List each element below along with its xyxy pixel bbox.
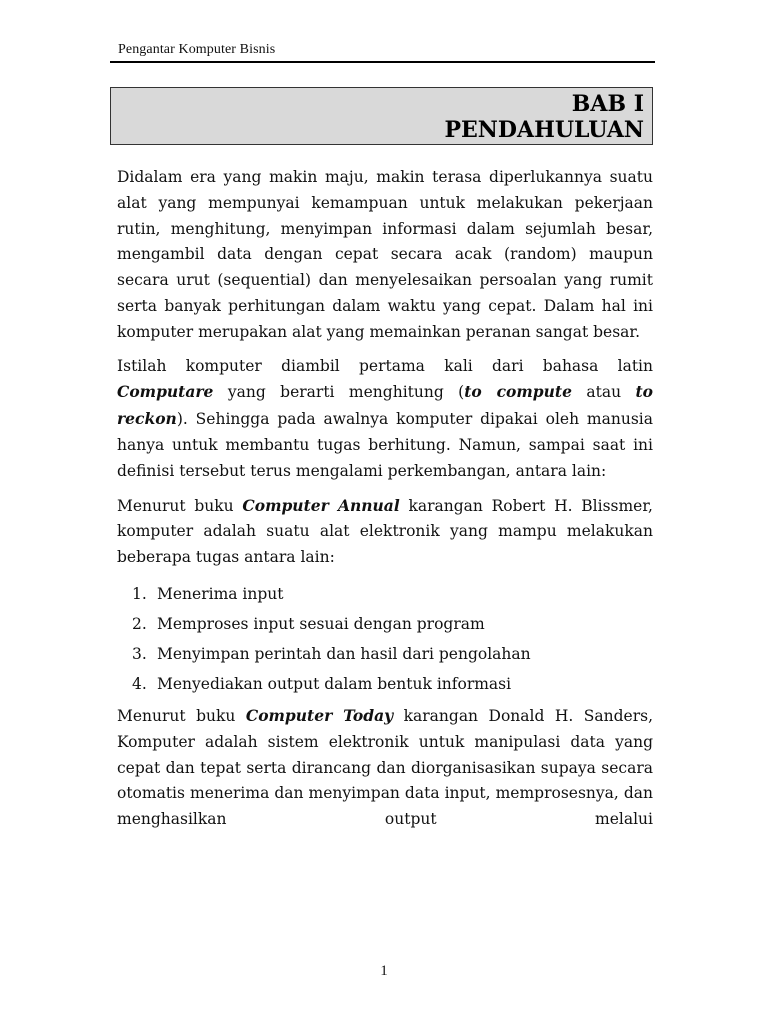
list-number: 4. (132, 674, 147, 693)
term-to-compute: to compute (464, 382, 572, 402)
term-to-reckon: to reckon (117, 382, 653, 429)
body-content (117, 165, 653, 841)
header-rule (110, 61, 655, 63)
list-item-text: Menyimpan perintah dan hasil dari pengolahan (157, 644, 531, 663)
running-header: Pengantar Komputer Bisnis (118, 42, 276, 57)
paragraph-etymology (117, 354, 653, 485)
paragraph-computer-today (117, 703, 653, 833)
book-title-computer-today: Computer Today (245, 705, 394, 725)
text-span: Menurut buku (117, 496, 243, 515)
chapter-title: PENDAHULUAN (444, 117, 644, 143)
book-title-computer-annual: Computer Annual (242, 495, 400, 515)
task-list (117, 579, 653, 699)
list-item-text: Menerima input (157, 584, 284, 603)
paragraph-computer-annual (117, 493, 653, 571)
text-span: Istilah komputer diambil pertama kali dari bahasa latin (117, 356, 653, 375)
paragraph-intro: Didalam era yang makin maju, makin terasa diperlukannya suatu alat yang mempunyai kemampuan untuk melakukan pekerjaan rutin, menghitung, menyimpan informasi dalam sejumlah besar, mengambil data dengan cepat secara acak (random) maupun secara urut (sequential) dan menyelesaikan persoalan yang rumit serta banyak perhitungan dalam waktu yang cepat. Dalam hal ini komputer merupakan alat yang memainkan peranan sangat besar. (117, 168, 653, 341)
list-item (132, 609, 653, 639)
list-number: 1. (132, 584, 147, 603)
text-span: Menurut buku (117, 706, 246, 725)
list-item (132, 669, 653, 699)
text-span: karangan Robert H. Blissmer, komputer adalah suatu alat elektronik yang mampu melakukan beberapa tugas antara lain: (117, 496, 653, 567)
list-item (132, 639, 653, 669)
text-span: karangan Donald H. Sanders, Komputer adalah sistem elektronik untuk manipulasi data yang cepat dan tepat serta dirancang dan diorganisasikan supaya secara otomatis menerima dan menyimpan data input, memprosesnya, dan menghasilkan output melalui (117, 706, 653, 829)
list-item-text: Menyediakan output dalam bentuk informasi (157, 674, 512, 693)
page-number: 1 (380, 963, 388, 979)
list-item-text: Memproses input sesuai dengan program (157, 614, 485, 633)
chapter-title-box (110, 87, 653, 145)
chapter-number: BAB I (571, 91, 644, 117)
text-span: ). Sehingga pada awalnya komputer dipakai oleh manusia hanya untuk membantu tugas berhitung. Namun, sampai saat ini definisi tersebut terus mengalami perkembangan, antara lain: (117, 410, 653, 480)
list-item (132, 579, 653, 609)
text-span: atau (571, 383, 636, 402)
text-span: yang berarti menghitung ( (213, 383, 465, 402)
list-number: 2. (132, 614, 147, 633)
list-number: 3. (132, 644, 147, 663)
term-computare: Computare (117, 382, 214, 402)
